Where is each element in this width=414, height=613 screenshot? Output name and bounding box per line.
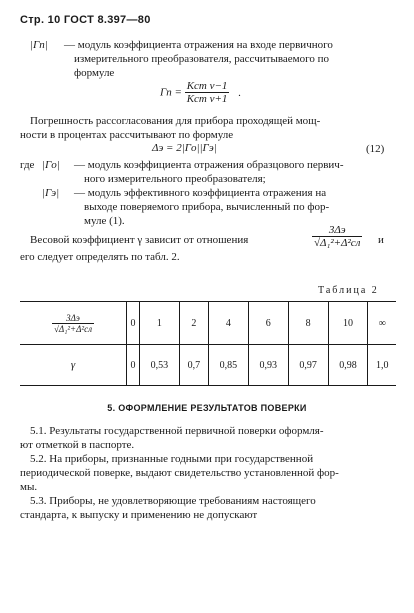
para-5-3-line-2: стандарта, к выпуску и применению не допускают — [20, 509, 258, 521]
table-gamma-label: γ — [20, 345, 127, 386]
table-cell: 0,97 — [288, 345, 328, 386]
formula-gamma-p — [160, 80, 241, 105]
section-title: 5. ОФОРМЛЕНИЕ РЕЗУЛЬТАТОВ ПОВЕРКИ — [107, 403, 307, 413]
table-head-ratio — [20, 302, 127, 345]
error-para-line-2: ности в процентах рассчитывают по формуле — [20, 129, 234, 141]
table-cell: 0 — [127, 302, 140, 345]
table-head-fraction — [52, 313, 94, 334]
para-5-1-line-2: ют отметкой в паспорте. — [20, 439, 135, 451]
weight-fraction — [312, 224, 362, 249]
formula-delta-e: Δэ = 2|Γо||Γэ| — [152, 142, 217, 154]
table-cell: 4 — [208, 302, 248, 345]
table-cell: 10 — [328, 302, 368, 345]
where-lead: где — [20, 159, 35, 171]
table-cell: 0 — [127, 345, 140, 386]
formula-gamma-p-end: . — [238, 86, 241, 99]
gamma-e-line-1: — модуль эффективного коэффициента отражения на — [74, 187, 327, 199]
weight-fraction-denominator: √Δ₁²+Δ²сл — [314, 237, 361, 249]
table-cell: 1,0 — [368, 345, 396, 386]
table-head-numerator: 3Δэ — [52, 313, 94, 324]
formula-gamma-p-numerator: Kст ν−1 — [186, 80, 228, 92]
weight-fraction-numerator: 3Δэ — [312, 224, 362, 237]
table-cell: 0,7 — [179, 345, 208, 386]
table-row-ratio — [20, 302, 396, 345]
gamma-e-symbol: |Γэ| — [42, 187, 60, 199]
table-head-denominator: √Δ₁²+Δ²сл — [53, 323, 93, 334]
para-5-2-line-3: мы. — [20, 481, 38, 493]
gamma-p-line-2: измерительного преобразователя, рассчитываемого по — [74, 53, 329, 65]
table-row-gamma — [20, 345, 396, 386]
gamma-p-line-3: формуле — [74, 67, 115, 79]
gamma-0-symbol: |Γо| — [42, 159, 60, 171]
gamma-e-line-2: выходе поверяемого прибора, вычисленный по фор- — [84, 201, 330, 213]
table-cell: 6 — [248, 302, 288, 345]
table-2 — [20, 301, 396, 386]
gamma-0-line-2: ного измерительного преобразователя; — [84, 173, 266, 185]
table-caption: Таблица 2 — [318, 285, 379, 296]
gamma-0-line-1: — модуль коэффициента отражения образцового первич- — [74, 159, 344, 171]
para-5-2-line-1: 5.2. На приборы, признанные годными при государственной — [30, 453, 314, 465]
table-cell: 0,93 — [248, 345, 288, 386]
error-para-line-1: Погрешность рассогласования для прибора проходящей мощ- — [30, 115, 321, 127]
weight-fraction-body — [312, 224, 362, 249]
table-cell: 0,85 — [208, 345, 248, 386]
equation-number: (12) — [366, 143, 385, 155]
table-cell: 8 — [288, 302, 328, 345]
table-cell: 1 — [139, 302, 179, 345]
weight-after: и — [378, 234, 384, 246]
para-5-1-line-1: 5.1. Результаты государственной первичной поверки оформля- — [30, 425, 324, 437]
gamma-p-symbol: |Γп| — [30, 39, 48, 51]
weight-line-1: Весовой коэффициент γ зависит от отношения — [30, 234, 249, 246]
gamma-e-line-3: муле (1). — [84, 215, 125, 227]
gamma-p-line-1: — модуль коэффициента отражения на входе первичного — [64, 39, 333, 51]
formula-gamma-p-fraction — [185, 80, 230, 105]
table-cell: 0,98 — [328, 345, 368, 386]
table-cell: 2 — [179, 302, 208, 345]
para-5-3-line-1: 5.3. Приборы, не удовлетворяющие требованиям настоящего — [30, 495, 316, 507]
para-5-2-line-2: периодической поверке, выдают свидетельство установленной фор- — [20, 467, 339, 479]
formula-gamma-p-denominator: Kст ν+1 — [186, 93, 228, 105]
formula-gamma-p-lhs: Γп = — [160, 86, 182, 99]
page-header: Стр. 10 ГОСТ 8.397—80 — [20, 14, 151, 26]
weight-line-2: его следует определять по табл. 2. — [20, 251, 180, 263]
table-cell: ∞ — [368, 302, 396, 345]
table-cell: 0,53 — [139, 345, 179, 386]
